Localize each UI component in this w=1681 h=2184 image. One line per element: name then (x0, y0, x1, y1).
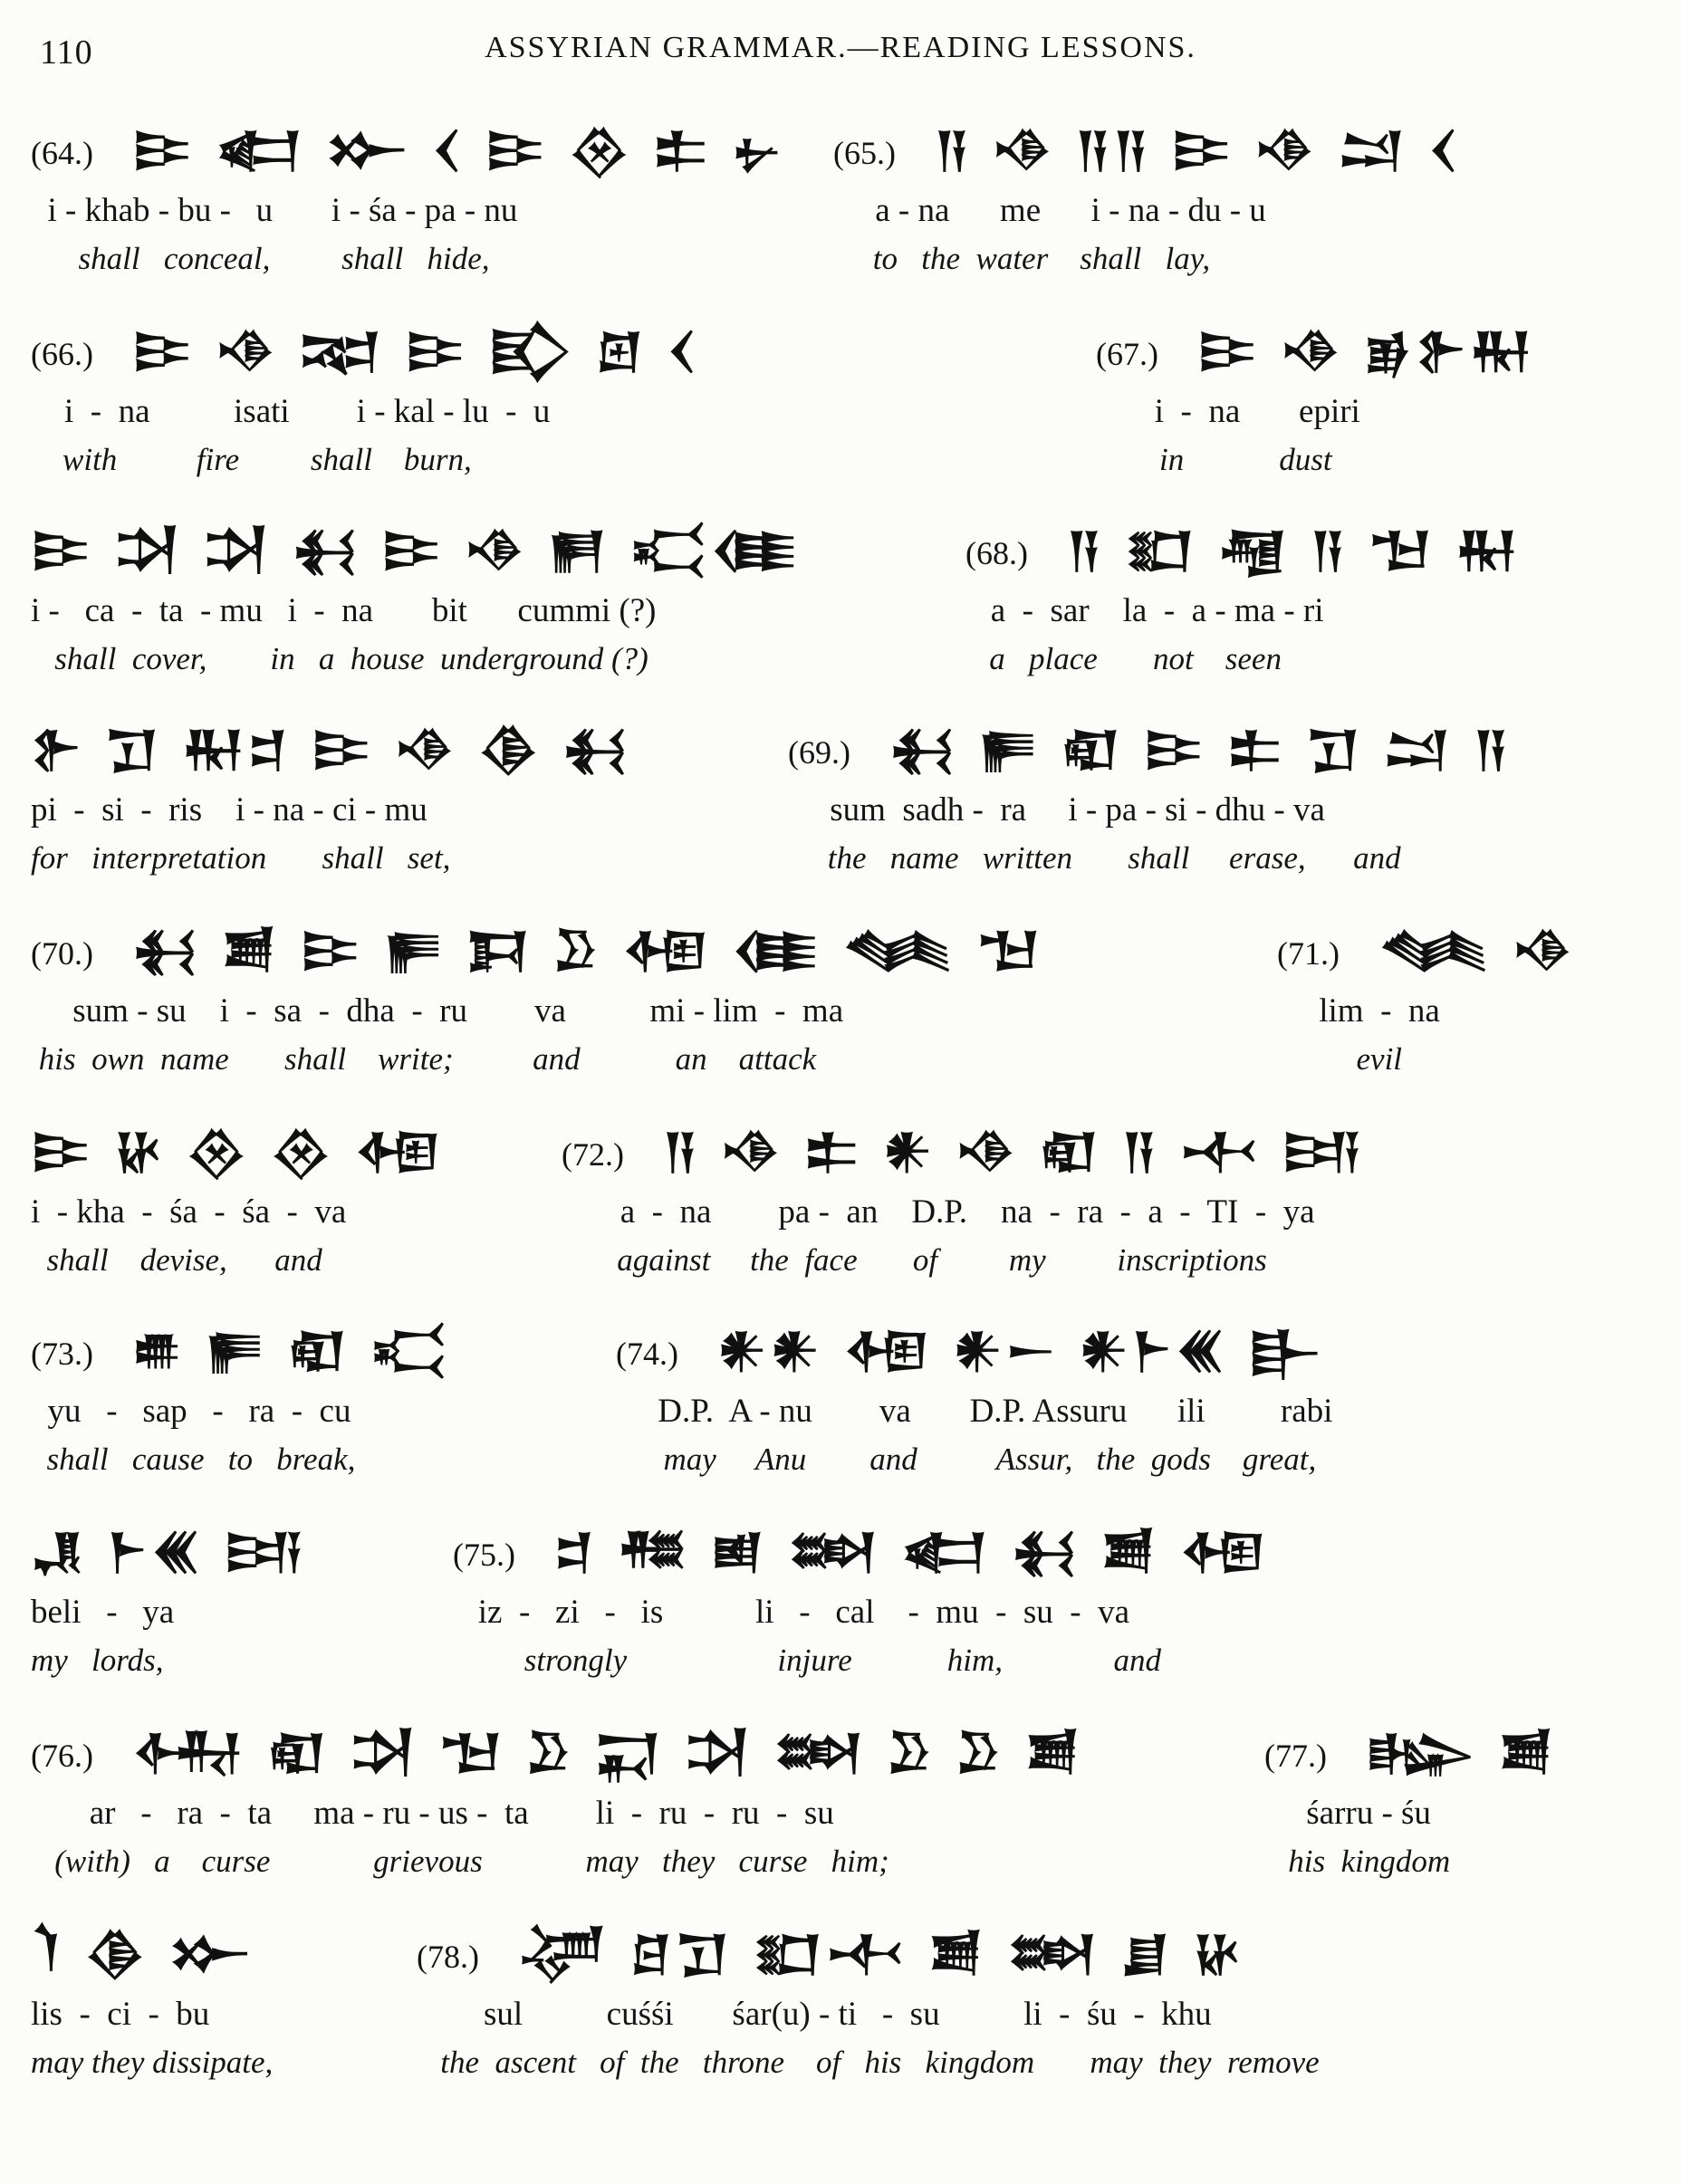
cuneiform-line: 𒂗 𒈨𒌍 𒅀 (31, 1525, 308, 1579)
transliteration: a - na pa - an D.P. na - ra - a - TI - ya (562, 1193, 1315, 1231)
transliteration: i - khab - bu - u i - śa - pa - nu (31, 192, 518, 229)
verse-number: (67.) (1096, 336, 1158, 372)
verse-number: (71.) (1277, 935, 1340, 972)
transliteration: śarru - śu (1264, 1795, 1431, 1832)
translation: a place not seen (965, 641, 1282, 676)
cuneiform-line: 𒄿 𒄩 𒊮 𒊮 𒅇 (31, 1125, 445, 1179)
cuneiform-line: 𒀭𒀭 𒅇 𒀭𒀸 𒀭𒈨𒌍 𒃲 (717, 1324, 1325, 1378)
translation: shall conceal, shall hide, (31, 241, 490, 276)
verse-number: (68.) (965, 535, 1028, 571)
verse-number: (70.) (31, 935, 93, 972)
transliteration: a - sar la - a - ma - ri (965, 592, 1324, 629)
transliteration: yu - sap - ra - cu (31, 1393, 351, 1430)
translation: strongly injure him, and (453, 1643, 1161, 1678)
cuneiform-line: 𒀀 𒈾 𒀀𒀀 𒄿 𒈾 𒁺 𒌋 (935, 123, 1462, 177)
page-number: 110 (40, 34, 93, 72)
transliteration: ar - ra - ta ma - ru - us - ta li - ru - ru - su (31, 1795, 834, 1832)
cuneiform-line: 𒈬 𒋢 𒄿 𒊓 𒁕 𒊒 𒅇 𒈪 𒈝 𒈠 (132, 924, 1044, 978)
verse-number: (69.) (788, 734, 850, 771)
translation: to the water shall lay, (833, 241, 1211, 276)
translation: my lords, (31, 1643, 164, 1678)
translation: may Anu and Assur, the gods great, (616, 1442, 1317, 1477)
verse-number: (78.) (417, 1939, 479, 1975)
cuneiform-line: 𒄑 𒍣 𒅖 𒇷 𒅗 𒈬 𒋢 𒅇 (554, 1525, 1270, 1579)
cuneiform-line: 𒌑 𒊓 𒊏 𒄣 (132, 1324, 452, 1378)
cuneiform-line: 𒈝 𒈾 (1378, 924, 1576, 978)
transliteration: sul cuśśi śar(u) - ti - su li - śu - khu (417, 1996, 1212, 2033)
verse-number: (75.) (453, 1537, 515, 1573)
transliteration: sum sadh - ra i - pa - si - dhu - va (788, 791, 1325, 829)
cuneiform-line: 𒈬 𒊓 𒊏 𒄿 𒉺 𒋛 𒁺 𒀀 (889, 723, 1512, 777)
cuneiform-line: 𒄿 𒋫 𒋫 𒈬 𒄿 𒈾 𒂍 𒄣𒈪 (31, 523, 802, 578)
translation: in dust (1096, 442, 1332, 477)
cuneiform-line: 𒉿 𒋛 𒊑𒄑 𒄿 𒈾 𒆠 𒈬 (31, 723, 632, 777)
transliteration: a - na me i - na - du - u (833, 192, 1266, 229)
verse-number: (64.) (31, 135, 93, 171)
cuneiform-line: 𒄿 𒈾 𒉈 𒄿 𒃼 𒇻 𒌋 (132, 324, 701, 378)
translation: his kingdom (1264, 1844, 1451, 1879)
translation: (with) a curse grievous may they curse him; (31, 1844, 889, 1879)
transliteration: lis - ci - bu (31, 1996, 210, 2033)
transliteration: i - na epiri (1096, 393, 1360, 430)
translation: for interpretation shall set, (31, 840, 451, 876)
translation: shall cover, in a house underground (?) (31, 641, 648, 676)
translation: the ascent of the throne of his kingdom may they remove (417, 2045, 1320, 2080)
translation: may they dissipate, (31, 2045, 274, 2080)
verse-number: (77.) (1264, 1738, 1327, 1774)
verse-number: (65.) (833, 135, 896, 171)
transliteration: i - kha - śa - śa - va (31, 1193, 347, 1231)
running-head: ASSYRIAN GRAMMAR.—READING LESSONS. (485, 31, 1196, 64)
cuneiform-line: 𒋚 𒆪𒋛 𒊬𒋾 𒋢 𒇷 𒋗 𒄩 (518, 1927, 1245, 1981)
verse-number: (73.) (31, 1336, 93, 1372)
transliteration: pi - si - ris i - na - ci - mu (31, 791, 427, 829)
translation: evil (1277, 1041, 1403, 1077)
translation: with fire shall burn, (31, 442, 472, 477)
translation: against the face of my inscriptions (562, 1242, 1267, 1278)
transliteration: iz - zi - is li - cal - mu - su - va (453, 1594, 1130, 1631)
verse-number: (76.) (31, 1738, 93, 1774)
transliteration: D.P. A - nu va D.P. Assuru ili rabi (616, 1393, 1333, 1430)
cuneiform-line: 𒀀 𒈾 𒉺 𒀭 𒈾 𒊏 𒀀 𒋾 𒅀 (663, 1125, 1366, 1179)
cuneiform-line: 𒅈 𒊏 𒋫 𒈠 𒊒 𒍑 𒋫 𒇷 𒊒 𒊒 𒋢 (132, 1726, 1084, 1780)
verse-number: (72.) (562, 1136, 624, 1173)
cuneiform-line: 𒀀 𒊬 𒆷 𒀀 𒈠 𒊑 (1067, 523, 1522, 578)
translation: shall cause to break, (31, 1442, 356, 1477)
translation: the name written shall erase, and (788, 840, 1401, 876)
cuneiform-line: 𒄿 𒅗 𒁍 𒌋 𒄿 𒊮 𒉺 𒉡 (132, 123, 785, 177)
translation: shall devise, and (31, 1242, 322, 1278)
transliteration: i - na isati i - kal - lu - u (31, 393, 551, 430)
translation: his own name shall write; and an attack (31, 1041, 817, 1077)
transliteration: sum - su i - sa - dha - ru va mi - lim - ma (31, 992, 844, 1030)
cuneiform-line: 𒈗 𒋢 (1366, 1726, 1558, 1780)
cuneiform-line: 𒄿 𒈾 𒂊𒉿𒊑 (1197, 324, 1536, 378)
cuneiform-line: 𒇺 𒆠 𒁍 (31, 1927, 255, 1981)
verse-number: (74.) (616, 1336, 678, 1372)
transliteration: beli - ya (31, 1594, 175, 1631)
transliteration: lim - na (1277, 992, 1440, 1030)
verse-number: (66.) (31, 336, 93, 372)
transliteration: i - ca - ta - mu i - na bit cummi (?) (31, 592, 657, 629)
